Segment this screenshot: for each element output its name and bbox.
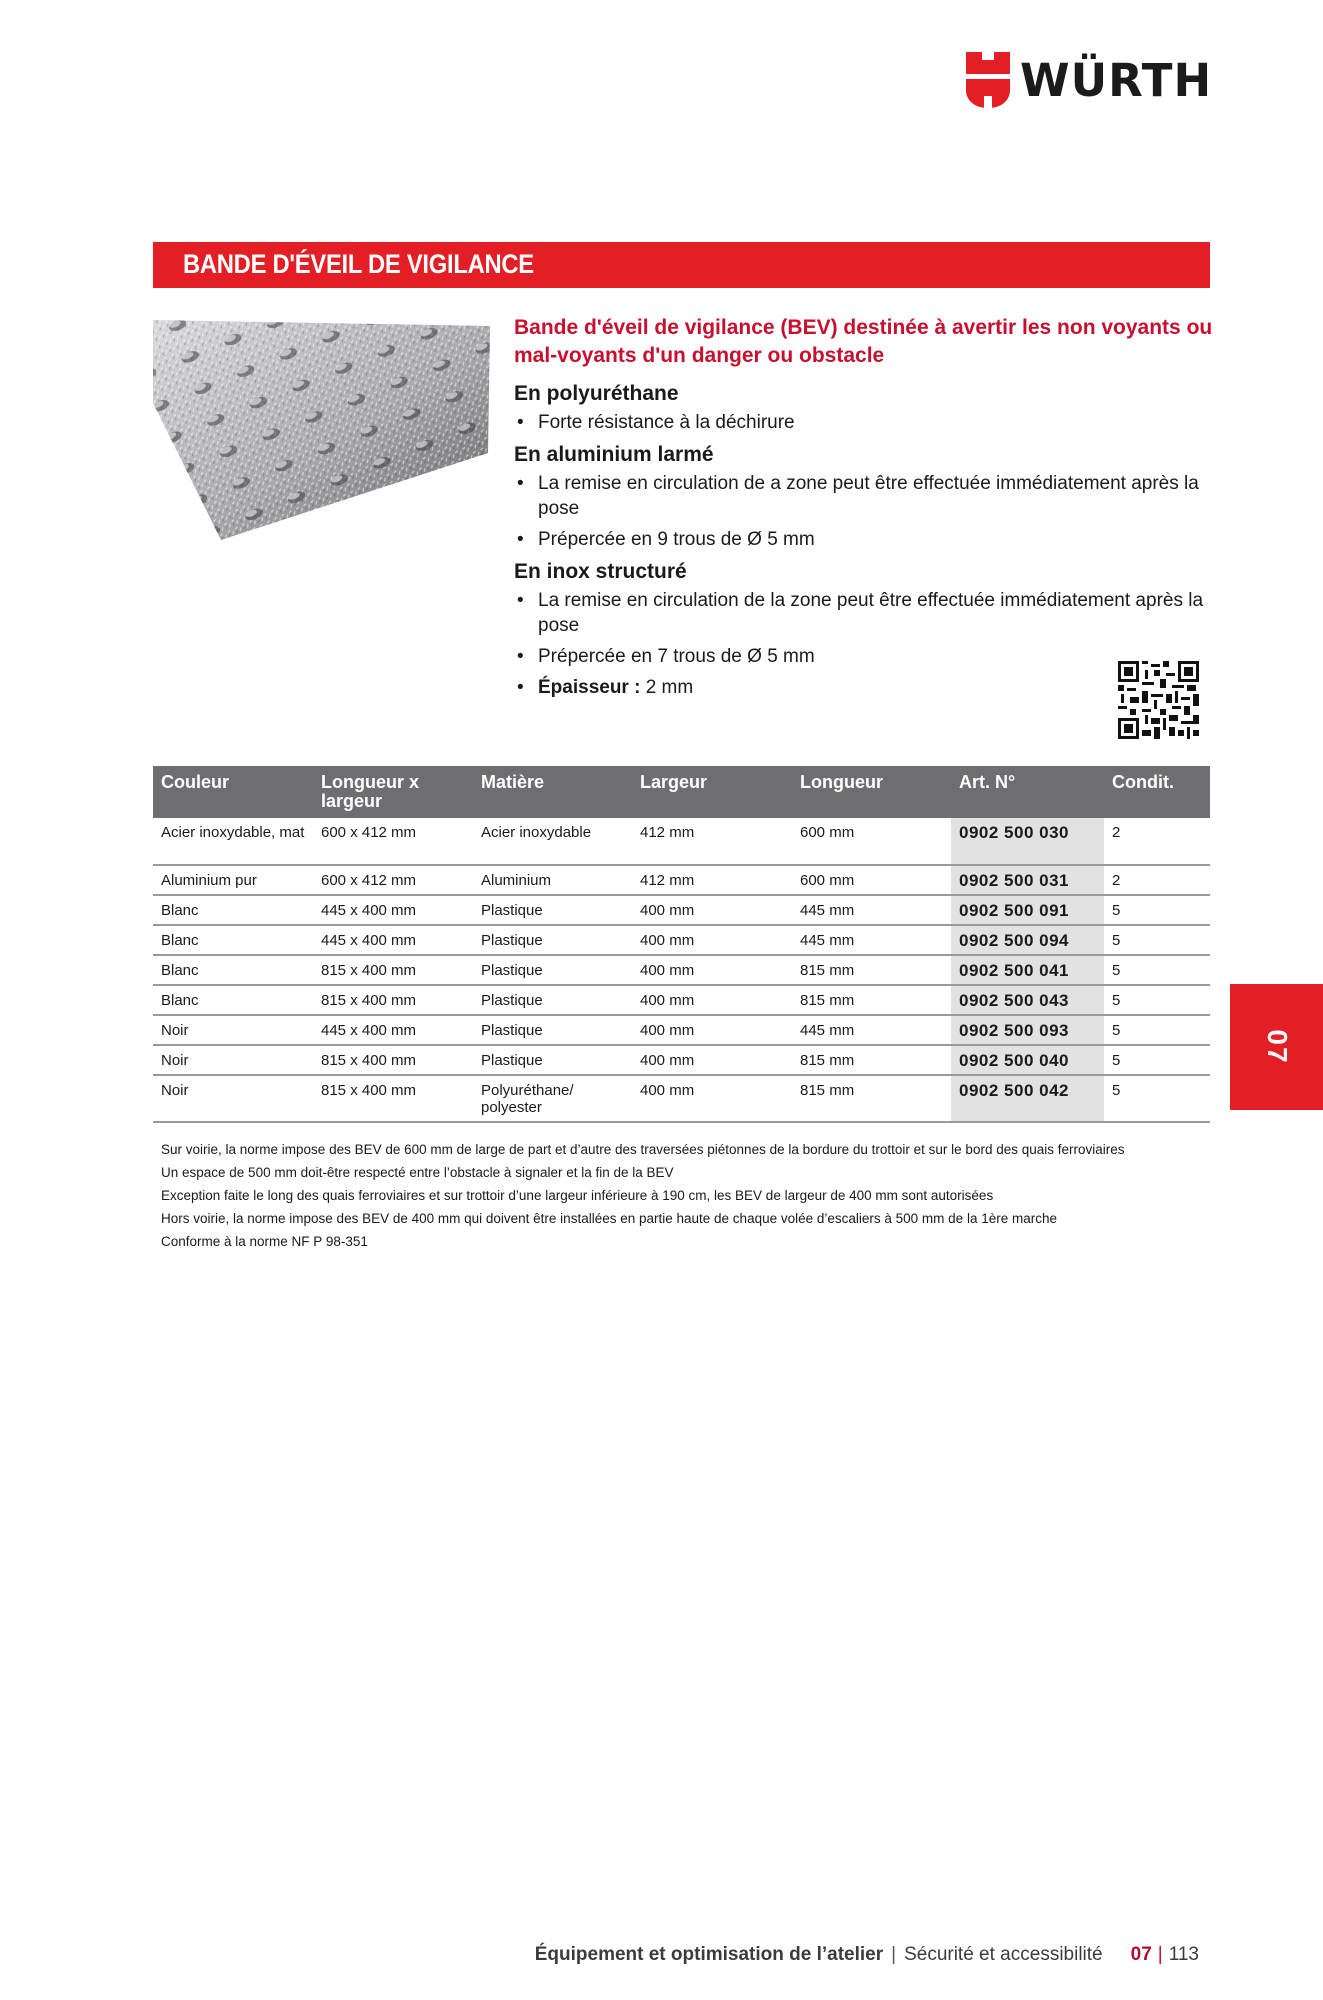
cell-dimensions: 815 x 400 mm [313,1075,473,1122]
cell-condit: 5 [1104,925,1210,955]
cell-matiere: Plastique [473,925,632,955]
cell-art-no[interactable]: 0902 500 042 [951,1075,1104,1122]
regulatory-notes [161,1138,1221,1253]
section-title-bar [153,242,1210,288]
cell-matiere: Polyuréthane/ polyester [473,1075,632,1122]
cell-dimensions: 600 x 412 mm [313,865,473,895]
bullet: • La remise en circulation de a zone peut être effectuée immédiatement après la pose [514,471,1214,521]
cell-largeur: 400 mm [632,955,792,985]
footer-section: Équipement et optimisation de l’atelier [534,1944,884,1965]
col-header-longueur-x-largeur: Longueur x largeur [313,766,473,818]
cell-longueur: 600 mm [792,818,951,865]
table-row [153,1045,1210,1075]
footer-separator: | [891,1944,897,1965]
cell-couleur: Blanc [153,925,313,955]
cell-longueur: 600 mm [792,865,951,895]
cell-condit: 5 [1104,895,1210,925]
cell-largeur: 400 mm [632,925,792,955]
table-row [153,818,1210,865]
bullet-thickness [514,675,1214,700]
table-row [153,985,1210,1015]
table-row [153,955,1210,985]
chapter-tab[interactable] [1230,984,1323,1110]
note: Conforme à la norme NF P 98-351 [161,1234,368,1249]
cell-dimensions: 445 x 400 mm [313,1015,473,1045]
bullet: • Prépercée en 9 trous de Ø 5 mm [514,527,1214,552]
cell-condit: 5 [1104,1075,1210,1122]
cell-condit: 2 [1104,865,1210,895]
cell-largeur: 400 mm [632,985,792,1015]
cell-largeur: 412 mm [632,818,792,865]
cell-dimensions: 815 x 400 mm [313,1045,473,1075]
cell-matiere: Plastique [473,1045,632,1075]
col-header-matiere: Matière [473,766,632,818]
heading-inox: En inox structuré [514,560,687,583]
cell-dimensions: 600 x 412 mm [313,818,473,865]
footer-page-number: 113 [1168,1944,1199,1965]
footer-page-separator: | [1157,1944,1163,1965]
cell-couleur: Noir [153,1045,313,1075]
cell-art-no[interactable]: 0902 500 040 [951,1045,1104,1075]
cell-art-no[interactable]: 0902 500 091 [951,895,1104,925]
cell-longueur: 815 mm [792,955,951,985]
cell-art-no[interactable]: 0902 500 043 [951,985,1104,1015]
description-lead: Bande d'éveil de vigilance (BEV) destinée à avertir les non voyants ou mal-voyants d'un danger ou obstacle [514,316,1213,367]
cell-largeur: 412 mm [632,865,792,895]
cell-couleur: Blanc [153,895,313,925]
cell-longueur: 445 mm [792,925,951,955]
note: Sur voirie, la norme impose des BEV de 600 mm de large de part et d’autre des traversées piétonnes de la bordure du trottoir et sur le bord des quais ferroviaires [161,1142,1125,1157]
cell-couleur: Acier inoxydable, mat [153,818,313,865]
cell-art-no[interactable]: 0902 500 041 [951,955,1104,985]
cell-couleur: Blanc [153,985,313,1015]
cell-couleur: Noir [153,1015,313,1045]
cell-largeur: 400 mm [632,1015,792,1045]
table-row [153,865,1210,895]
cell-longueur: 815 mm [792,1045,951,1075]
cell-largeur: 400 mm [632,1045,792,1075]
cell-couleur: Blanc [153,955,313,985]
cell-matiere: Aluminium [473,865,632,895]
wurth-logo [966,52,1212,108]
cell-dimensions: 445 x 400 mm [313,925,473,955]
chapter-tab-number: 07 [1261,1029,1293,1065]
footer-chapter: 07 [1130,1944,1152,1965]
product-image-tactile-strip [153,318,490,543]
section-title: BANDE D'ÉVEIL DE VIGILANCE [183,249,534,279]
cell-couleur: Aluminium pur [153,865,313,895]
table-row [153,1015,1210,1045]
heading-polyurethane: En polyuréthane [514,382,679,405]
bullets-aluminium [514,471,1214,552]
cell-largeur: 400 mm [632,1075,792,1122]
note: Hors voirie, la norme impose des BEV de 400 mm qui doivent être installées en partie haute de chaque volée d’escaliers à 500 mm de la 1ère marche [161,1211,1057,1226]
cell-longueur: 445 mm [792,895,951,925]
cell-art-no[interactable]: 0902 500 030 [951,818,1104,865]
page-footer [535,1944,1199,1966]
cell-matiere: Plastique [473,985,632,1015]
cell-art-no[interactable]: 0902 500 093 [951,1015,1104,1045]
cell-condit: 5 [1104,955,1210,985]
col-header-art-no: Art. N° [951,766,1104,818]
cell-longueur: 445 mm [792,1015,951,1045]
cell-longueur: 815 mm [792,985,951,1015]
bullet: • Prépercée en 7 trous de Ø 5 mm [514,644,1214,669]
qr-code-icon[interactable] [1118,661,1199,739]
thickness-label: Épaisseur : [538,677,641,698]
cell-couleur: Noir [153,1075,313,1122]
table-header-row [153,766,1210,818]
bullet: • La remise en circulation de la zone peut être effectuée immédiatement après la pose [514,588,1214,638]
col-header-couleur: Couleur [153,766,313,818]
cell-dimensions: 815 x 400 mm [313,985,473,1015]
col-header-largeur: Largeur [632,766,792,818]
cell-art-no[interactable]: 0902 500 094 [951,925,1104,955]
cell-longueur: 815 mm [792,1075,951,1122]
cell-matiere: Plastique [473,1015,632,1045]
cell-condit: 5 [1104,985,1210,1015]
col-header-condit: Condit. [1104,766,1210,818]
product-table [153,766,1210,1123]
bullet: • Forte résistance à la déchirure [514,410,1214,435]
note: Un espace de 500 mm doit-être respecté entre l’obstacle à signaler et la fin de la BEV [161,1165,674,1180]
cell-condit: 2 [1104,818,1210,865]
cell-condit: 5 [1104,1045,1210,1075]
cell-matiere: Acier inoxydable [473,818,632,865]
cell-condit: 5 [1104,1015,1210,1045]
cell-dimensions: 445 x 400 mm [313,895,473,925]
bullets-polyurethane [514,410,1214,435]
cell-matiere: Plastique [473,895,632,925]
wurth-emblem-icon [966,52,1010,108]
col-header-longueur: Longueur [792,766,951,818]
footer-subsection: Sécurité et accessibilité [904,1944,1103,1965]
heading-aluminium: En aluminium larmé [514,443,714,466]
cell-art-no[interactable]: 0902 500 031 [951,865,1104,895]
cell-dimensions: 815 x 400 mm [313,955,473,985]
bullets-inox [514,588,1214,700]
cell-largeur: 400 mm [632,895,792,925]
table-row [153,1075,1210,1122]
cell-matiere: Plastique [473,955,632,985]
note: Exception faite le long des quais ferroviaires et sur trottoir d’une largeur inférieure à 190 cm, les BEV de largeur de 400 mm sont autorisées [161,1188,994,1203]
table-row [153,895,1210,925]
thickness-value: 2 mm [640,677,694,698]
product-description [514,314,1214,706]
logo-wordmark: WÜRTH [1020,53,1213,107]
table-row [153,925,1210,955]
